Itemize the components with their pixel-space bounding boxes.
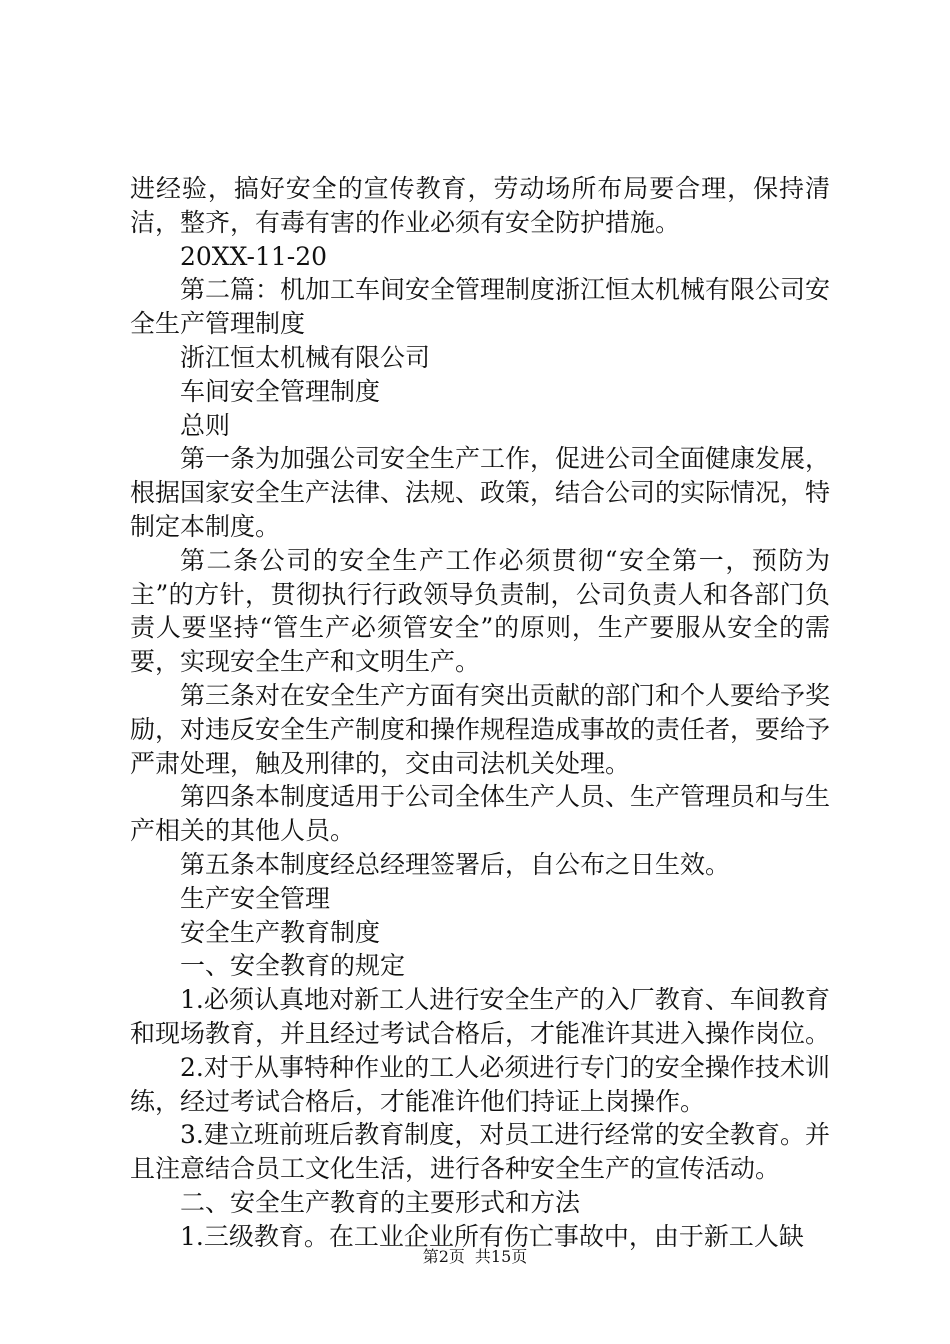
paragraph: 第二篇：机加工车间安全管理制度浙江恒太机械有限公司安全生产管理制度 [130, 275, 831, 339]
paragraph: 第一条为加强公司安全生产工作，促进公司全面健康发展，根据国家安全生产法律、法规、政策，结合公司的实际情况，特制定本制度。 [130, 444, 831, 541]
paragraph: 1.必须认真地对新工人进行安全生产的入厂教育、车间教育和现场教育，并且经过考试合格后，才能准许其进入操作岗位。 [130, 985, 831, 1048]
paragraph: 安全生产教育制度 [180, 917, 381, 947]
paragraph: 第五条本制度经总经理签署后，自公布之日生效。 [180, 849, 731, 879]
paragraph: 进经验，搞好安全的宣传教育，劳动场所布局要合理，保持清洁，整齐，有毒有害的作业必须有安全防护措施。 [130, 174, 830, 237]
page-footer [0, 1244, 950, 1267]
paragraph: 2.对于从事特种作业的工人必须进行专门的安全操作技术训练，经过考试合格后，才能准许他们持证上岗操作。 [130, 1052, 830, 1116]
page-number: 第2页 [422, 1247, 465, 1266]
paragraph: 第二条公司的安全生产工作必须贯彻“安全第一，预防为主”的方针，贯彻执行行政领导负责制，公司负责人和各部门负责人要坚持“管生产必须管安全”的原则，生产要服从安全的需要，实现安全生产和文明生产。 [130, 545, 830, 677]
paragraph: 1.三级教育。在工业企业所有伤亡事故中，由于新工人缺 [180, 1221, 804, 1251]
paragraph: 车间安全管理制度 [180, 376, 381, 406]
paragraph: 一、安全教育的规定 [180, 951, 406, 981]
paragraph: 浙江恒太机械有限公司 [180, 342, 431, 372]
paragraph: 3.建立班前班后教育制度，对员工进行经常的安全教育。并且注意结合员工文化生活，进行各种安全生产的宣传活动。 [130, 1120, 830, 1184]
paragraph: 生产安全管理 [180, 883, 331, 913]
paragraph: 第三条对在安全生产方面有突出贡献的部门和个人要给予奖励，对违反安全生产制度和操作规程造成事故的责任者，要给予严肃处理，触及刑律的，交由司法机关处理。 [130, 680, 831, 778]
document-body [130, 172, 830, 1254]
paragraph: 第四条本制度适用于公司全体生产人员、生产管理员和与生产相关的其他人员。 [130, 782, 831, 846]
page-total: 共15页 [474, 1247, 528, 1266]
paragraph: 二、安全生产教育的主要形式和方法 [180, 1187, 581, 1217]
paragraph: 20XX-11-20 [180, 241, 328, 271]
paragraph: 总则 [180, 410, 231, 440]
